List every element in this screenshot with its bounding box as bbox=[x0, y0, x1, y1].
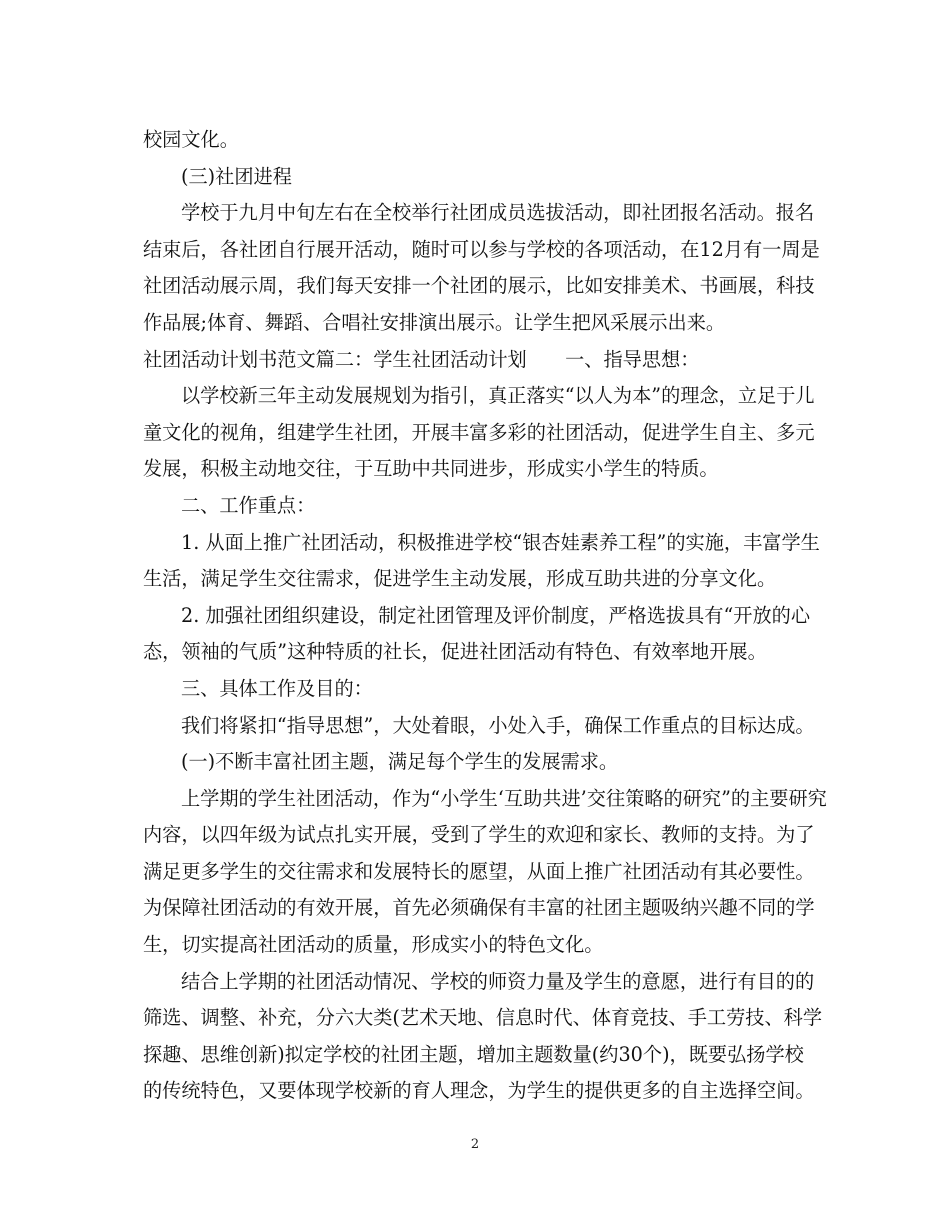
text-line: 生，切实提高社团活动的质量，形成实小的特色文化。 bbox=[143, 933, 604, 957]
text-line: 结束后，各社团自行展开活动，随时可以参与学校的各项活动，在12月有一周是 bbox=[143, 237, 820, 261]
text-line: 内容，以四年级为试点扎实开展，受到了学生的欢迎和家长、教师的支持。为了 bbox=[143, 823, 815, 847]
text-line: 结合上学期的社团活动情况、学校的师资力量及学生的意愿，进行有目的的 bbox=[181, 969, 815, 993]
section-heading: 三、具体工作及目的： bbox=[181, 676, 373, 700]
text-line: 筛选、调整、补充，分六大类(艺术天地、信息时代、体育竞技、手工劳技、科学 bbox=[143, 1006, 823, 1030]
text-line: 的传统特色，又要体现学校新的育人理念，为学生的提供更多的自主选择空间。 bbox=[143, 1079, 815, 1103]
text-line: 以学校新三年主动发展规划为指引，真正落实“以人为本”的理念，立足于儿 bbox=[181, 384, 815, 408]
text-line: 我们将紧扣“指导思想”，大处着眼，小处入手，确保工作重点的目标达成。 bbox=[181, 713, 815, 737]
section-heading: (一)不断丰富社团主题，满足每个学生的发展需求。 bbox=[181, 750, 619, 774]
text-line: 满足更多学生的交往需求和发展特长的愿望，从面上推广社团活动有其必要性。 bbox=[143, 859, 815, 883]
text-line: 1. 从面上推广社团活动，积极推进学校“银杏娃素养工程”的实施，丰富学生 bbox=[181, 530, 820, 554]
text-line: 校园文化。 bbox=[143, 128, 239, 151]
text-line: 作品展;体育、舞蹈、合唱社安排演出展示。让学生把风采展示出来。 bbox=[143, 310, 726, 334]
page-number: 2 bbox=[470, 1137, 480, 1152]
text-line: 童文化的视角，组建学生社团，开展丰富多彩的社团活动，促进学生自主、多元 bbox=[143, 420, 815, 444]
text-line: 发展，积极主动地交往，于互助中共同进步，形成实小学生的特质。 bbox=[143, 457, 719, 481]
text-line: 探趣、思维创新)拟定学校的社团主题，增加主题数量(约30个)，既要弘扬学校 bbox=[143, 1042, 804, 1066]
text-line: 2. 加强社团组织建设，制定社团管理及评价制度，严格选拔具有“开放的心 bbox=[181, 603, 811, 627]
text-line: 为保障社团活动的有效开展，首先必须确保有丰富的社团主题吸纳兴趣不同的学 bbox=[143, 896, 815, 920]
text-line: 生活，满足学生交往需求，促进学生主动发展，形成互助共进的分享文化。 bbox=[143, 567, 777, 591]
text-line: 上学期的学生社团活动，作为“小学生‘互助共进’交往策略的研究”的主要研究 bbox=[181, 786, 827, 810]
text-line: 社团活动展示周，我们每天安排一个社团的展示，比如安排美术、书画展，科技 bbox=[143, 274, 815, 298]
text-line: 态，领袖的气质”这种特质的社长，促进社团活动有特色、有效率地开展。 bbox=[143, 640, 767, 664]
section-heading: 二、工作重点： bbox=[181, 493, 316, 517]
text-line: 学校于九月中旬左右在全校举行社团成员选拔活动，即社团报名活动。报名 bbox=[181, 201, 815, 225]
section-title: 社团活动计划书范文篇二：学生社团活动计划 一、指导思想： bbox=[143, 347, 700, 371]
document-body bbox=[143, 122, 827, 1110]
section-heading: (三)社团进程 bbox=[181, 164, 292, 188]
